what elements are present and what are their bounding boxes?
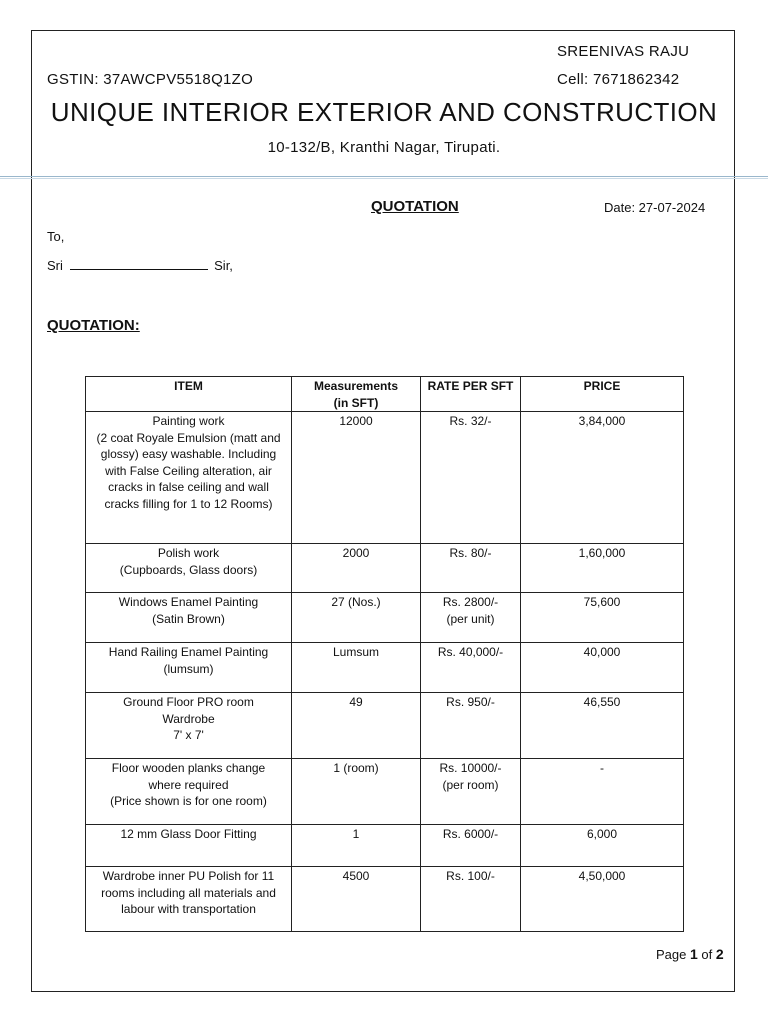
sir-suffix: Sir, (214, 258, 233, 273)
header-divider-shadow (0, 178, 768, 179)
table-row (86, 825, 684, 867)
rate-cell: Rs. 10000/- (per room) (421, 759, 521, 825)
rate-cell: Rs. 950/- (421, 693, 521, 759)
item-cell: Wardrobe inner PU Polish for 11 rooms including all materials and labour with transportation (86, 867, 292, 932)
price-cell: 1,60,000 (521, 544, 684, 593)
price-cell: 6,000 (521, 825, 684, 867)
table-row (86, 867, 684, 932)
recipient-salutation (47, 258, 233, 273)
measurement-cell: 4500 (292, 867, 421, 932)
price-cell: 3,84,000 (521, 412, 684, 544)
page-total: 2 (715, 946, 724, 962)
measurement-cell: 1 (292, 825, 421, 867)
measurement-cell: Lumsum (292, 643, 421, 693)
column-header-price: PRICE (521, 377, 684, 412)
header-divider (0, 176, 768, 177)
page-number (656, 946, 724, 962)
column-header-rate: RATE PER SFT (421, 377, 521, 412)
item-cell: Polish work (Cupboards, Glass doors) (86, 544, 292, 593)
owner-name: SREENIVAS RAJU (557, 43, 690, 60)
measurement-cell: 1 (room) (292, 759, 421, 825)
page-word: Page (656, 947, 687, 962)
quotation-table (85, 376, 684, 932)
measurement-cell: 27 (Nos.) (292, 593, 421, 643)
measurement-cell: 12000 (292, 412, 421, 544)
item-cell: Ground Floor PRO room Wardrobe 7' x 7' (86, 693, 292, 759)
price-cell: 46,550 (521, 693, 684, 759)
price-cell: 40,000 (521, 643, 684, 693)
item-cell: Hand Railing Enamel Painting (lumsum) (86, 643, 292, 693)
sri-prefix: Sri (47, 258, 63, 273)
item-cell: Painting work (2 coat Royale Emulsion (matt and glossy) easy washable. Including with False Ceiling alteration, air cracks in false ceiling and wall cracks filling for 1 to 12 Rooms) (86, 412, 292, 544)
item-cell: 12 mm Glass Door Fitting (86, 825, 292, 867)
table-row (86, 759, 684, 825)
table-row (86, 643, 684, 693)
cell-number: Cell: 7671862342 (557, 71, 680, 88)
recipient-to: To, (47, 229, 65, 244)
rate-cell: Rs. 6000/- (421, 825, 521, 867)
table-row (86, 412, 684, 544)
quotation-date: Date: 27-07-2024 (604, 200, 706, 215)
price-cell: 4,50,000 (521, 867, 684, 932)
item-cell: Windows Enamel Painting (Satin Brown) (86, 593, 292, 643)
price-cell: 75,600 (521, 593, 684, 643)
rate-cell: Rs. 32/- (421, 412, 521, 544)
rate-cell: Rs. 80/- (421, 544, 521, 593)
gstin-number: GSTIN: 37AWCPV5518Q1ZO (47, 71, 254, 88)
table-header-row (86, 377, 684, 412)
company-address: 10-132/B, Kranthi Nagar, Tirupati. (267, 139, 501, 156)
of-word: of (701, 947, 713, 962)
rate-cell: Rs. 2800/- (per unit) (421, 593, 521, 643)
item-cell: Floor wooden planks change where required (Price shown is for one room) (86, 759, 292, 825)
rate-cell: Rs. 40,000/- (421, 643, 521, 693)
rate-cell: Rs. 100/- (421, 867, 521, 932)
price-cell: - (521, 759, 684, 825)
table-row (86, 593, 684, 643)
table-row (86, 544, 684, 593)
page-current: 1 (690, 946, 698, 962)
quotation-section-heading: QUOTATION: (47, 317, 140, 334)
recipient-name-blank (70, 259, 208, 270)
column-header-measurements: Measurements (in SFT) (292, 377, 421, 412)
table-row (86, 693, 684, 759)
quotation-heading: QUOTATION (371, 198, 459, 215)
column-header-item: ITEM (86, 377, 292, 412)
company-name: UNIQUE INTERIOR EXTERIOR AND CONSTRUCTION (50, 97, 718, 127)
measurement-cell: 2000 (292, 544, 421, 593)
measurement-cell: 49 (292, 693, 421, 759)
